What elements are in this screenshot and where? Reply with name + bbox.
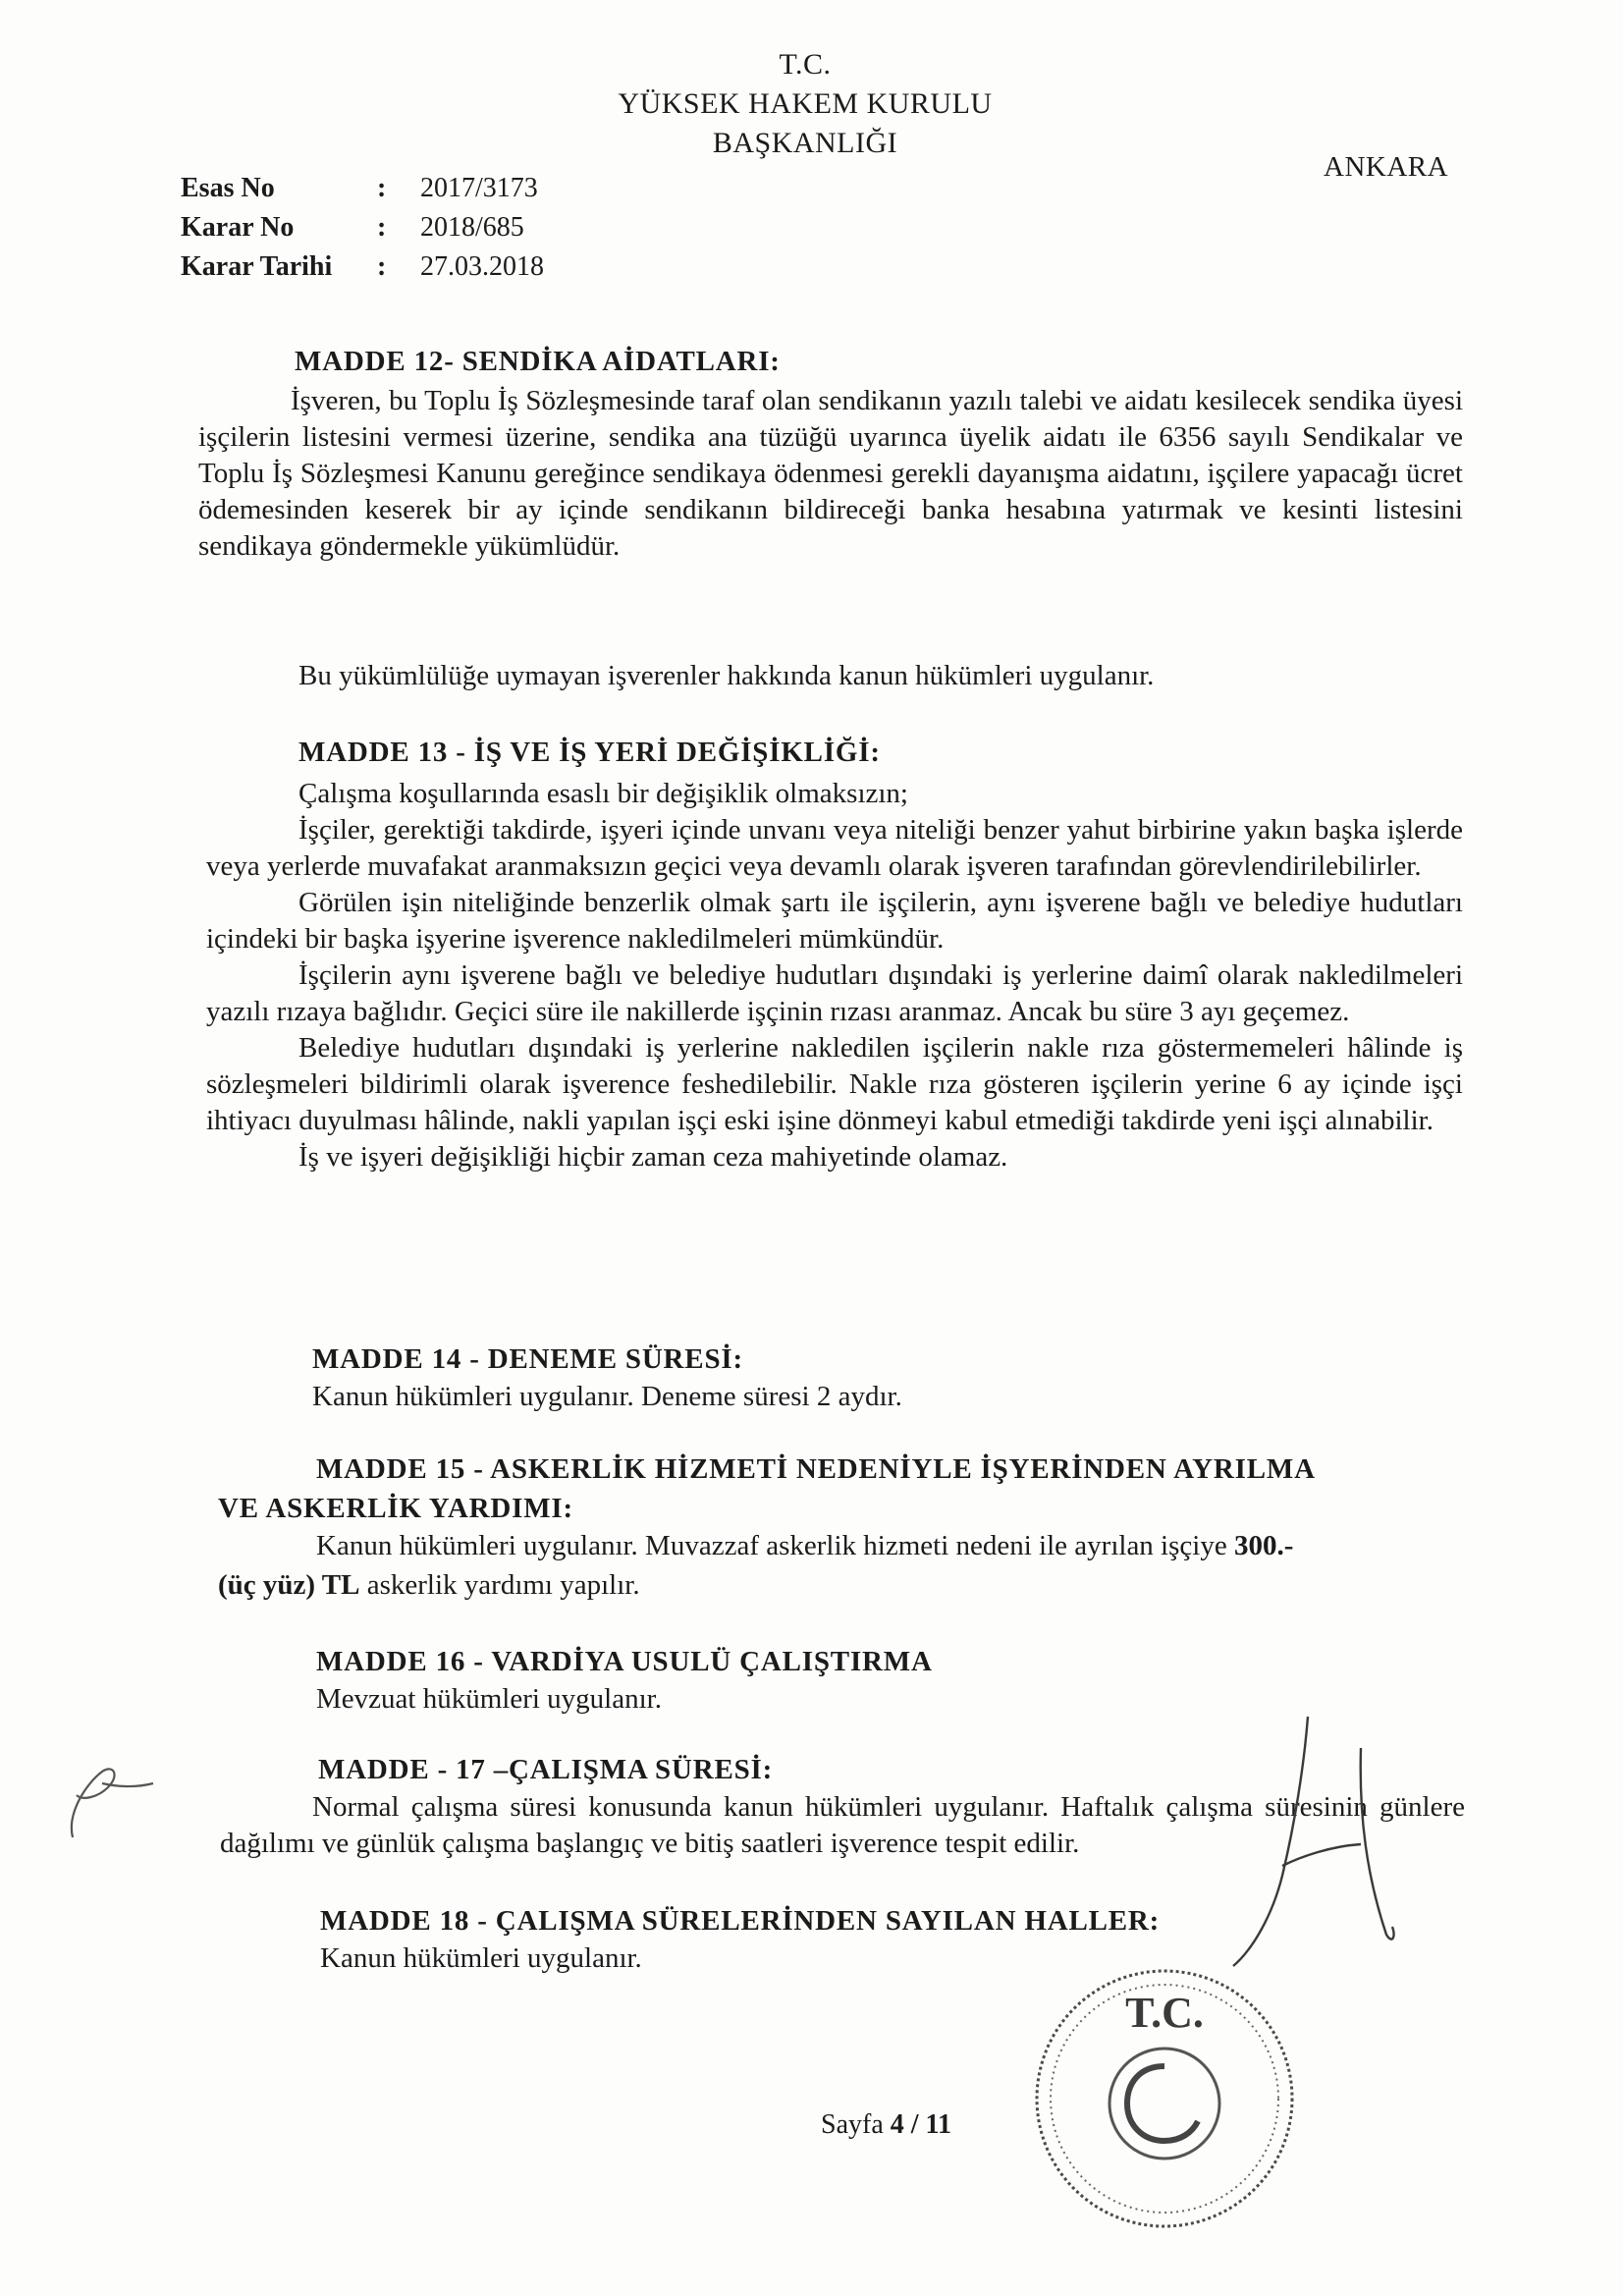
madde-15-heading-line-2: VE ASKERLİK YARDIMI: [218, 1493, 573, 1524]
page-count: 4 / 11 [890, 2109, 951, 2140]
madde-13-paragraph-3: Görülen işin niteliğinde benzerlik olmak şartı ile işçilerin, aynı işverene bağlı ve belediye hudutları içindeki bir başka işyerine işverence nakledilmeleri mümkündür. [206, 887, 1463, 955]
meta-value: 2017/3173 [420, 173, 538, 203]
city-label: ANKARA [1324, 151, 1449, 183]
madde-13-paragraph-4: İşçilerin aynı işverene bağlı ve belediye hudutları dışındaki iş yerlerine daimî olarak nakledilmeleri yazılı rızaya bağlıdır. Geçici süre ile nakillerde işçinin rızası aranmaz. Ancak bu süre 3 ayı geçemez. [206, 959, 1463, 1027]
madde-12-paragraph-2: Bu yükümlülüğe uymayan işverenler hakkında kanun hükümleri uygulanır. [298, 660, 1155, 691]
meta-colon: : [377, 212, 387, 243]
madde-15-text-b: askerlik yardımı yapılır. [366, 1569, 640, 1601]
madde-13-body [206, 812, 1463, 1175]
seal-text: T.C. [1125, 1989, 1204, 2037]
madde-13-paragraph-1: Çalışma koşullarında esaslı bir değişiklik olmaksızın; [298, 778, 908, 809]
meta-value: 2018/685 [420, 212, 524, 243]
madde-13-paragraph-5: Belediye hudutları dışındaki iş yerlerine nakledilen işçilerin nakle rıza göstermemeleri hâlinde iş sözleşmeleri bildirimli olarak işverence feshedilebilir. Nakle rıza gösteren işçilerin yerine 6 ay içinde işçi ihtiyacı duyulması hâlinde, nakli yapılan işçi eski işine dönmeyi kabul etmediği takdirde yeni işçi alınabilir. [206, 1032, 1463, 1136]
madde-13-paragraph-6: İş ve işyeri değişikliği hiçbir zaman ceza mahiyetinde olamaz. [298, 1141, 1008, 1173]
header-line-tc: T.C. [779, 48, 832, 81]
handwritten-initial-mark [43, 1744, 161, 1852]
institution-header [511, 45, 1100, 163]
madde-12-paragraph-1: İşveren, bu Toplu İş Sözleşmesinde taraf olan sendikanın yazılı talebi ve aidatı kesilecek sendika üyesi işçilerin listesini vermesi üzerine, sendika ana tüzüğü uyarınca üyelik aidatı ile 6356 sayılı Sendikalar ve Toplu İş Sözleşmesi Kanunu gereğince sendikaya ödenmesi gerekli dayanışma aidatını, işçilere yapacağı ücret ödemesinden keserek bir ay içinde sendikanın bildireceği banka hesabına yatırmak ve kesinti listesini sendikaya göndermekle yükümlüdür. [198, 385, 1463, 562]
meta-label: Esas No [181, 173, 275, 203]
madde-17-paragraph-1: Normal çalışma süresi konusunda kanun hükümleri uygulanır. Haftalık çalışma süresinin günlere dağılımı ve günlük çalışma başlangıç ve bitiş saatleri işverence tespit edilir. [220, 1791, 1465, 1859]
madde-15-amount-words: (üç yüz) TL [218, 1569, 360, 1601]
madde-12-heading: MADDE 12- SENDİKA AİDATLARI: [295, 346, 781, 377]
madde-13-paragraph-2: İşçiler, gerektiği takdirde, işyeri içinde unvanı veya niteliği benzer yahut birbirine yakın başka işlerde veya yerlerde muvafakat aranmaksızın geçici veya devamlı olarak işveren tarafından görevlendirilebilirler. [206, 814, 1463, 882]
official-seal-stamp [1017, 1956, 1312, 2241]
madde-15-text-a: Kanun hükümleri uygulanır. Muvazzaf askerlik hizmeti nedeni ile ayrılan işçiye [316, 1530, 1227, 1561]
madde-14-paragraph-1: Kanun hükümleri uygulanır. Deneme süresi 2 aydır. [312, 1381, 902, 1412]
madde-15-paragraph-line-1 [316, 1528, 1293, 1564]
meta-row-tarih [181, 247, 544, 287]
meta-colon: : [377, 173, 387, 203]
madde-16-heading: MADDE 16 - VARDİYA USULÜ ÇALIŞTIRMA [316, 1646, 933, 1677]
madde-18-heading: MADDE 18 - ÇALIŞMA SÜRELERİNDEN SAYILAN HALLER: [320, 1905, 1161, 1937]
meta-row-esas [181, 169, 544, 208]
meta-colon: : [377, 251, 387, 282]
madde-14-heading: MADDE 14 - DENEME SÜRESİ: [312, 1343, 743, 1375]
madde-17-heading: MADDE - 17 –ÇALIŞMA SÜRESİ: [318, 1754, 774, 1785]
meta-label: Karar No [181, 212, 295, 243]
madde-15-amount: 300.- [1233, 1530, 1294, 1561]
meta-row-karar [181, 208, 544, 247]
madde-15-paragraph-line-2 [218, 1567, 640, 1604]
madde-18-paragraph-1: Kanun hükümleri uygulanır. [320, 1942, 642, 1974]
meta-value: 27.03.2018 [420, 251, 544, 282]
meta-label: Karar Tarihi [181, 251, 333, 282]
madde-13-heading: MADDE 13 - İŞ VE İŞ YERİ DEĞİŞİKLİĞİ: [298, 737, 881, 768]
case-meta [181, 169, 544, 287]
madde-15-heading-line-1: MADDE 15 - ASKERLİK HİZMETİ NEDENİYLE İŞYERİNDEN AYRILMA [316, 1453, 1316, 1485]
page-label: Sayfa [821, 2109, 884, 2140]
page-number [821, 2109, 951, 2141]
header-line-baskanlik: BAŞKANLIĞI [712, 127, 898, 159]
madde-16-paragraph-1: Mevzuat hükümleri uygulanır. [316, 1683, 662, 1715]
header-line-kurul: YÜKSEK HAKEM KURULU [618, 87, 993, 120]
madde-12-body [198, 383, 1463, 565]
